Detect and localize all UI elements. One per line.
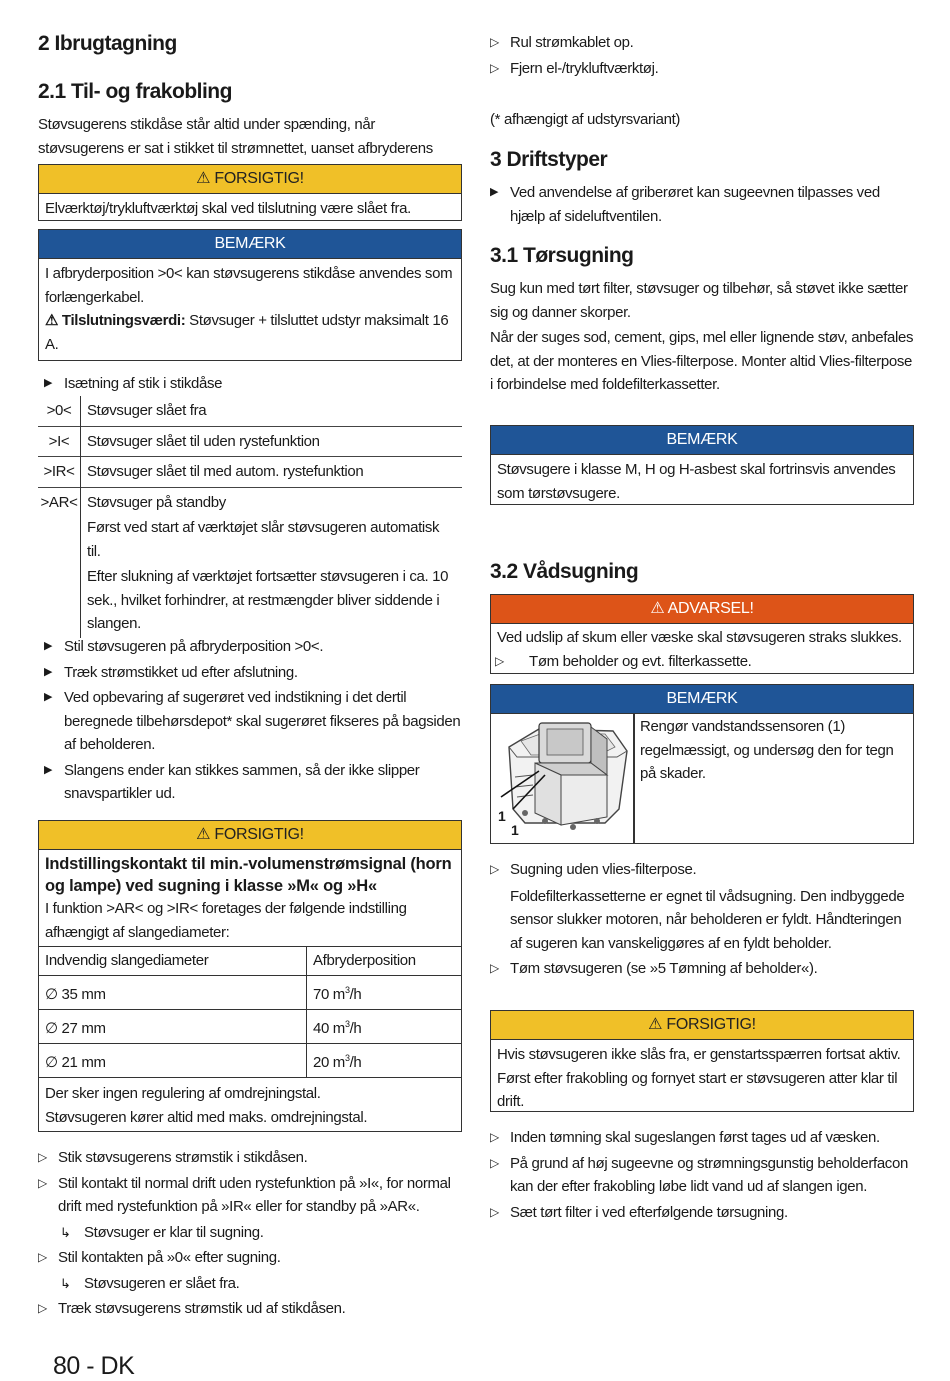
caution-header: ⚠ FORSIGTIG! bbox=[491, 1011, 913, 1040]
list-item: ▷ Stik støvsugerens strømstik i stikdåsen. bbox=[38, 1149, 308, 1166]
caution-text: I funktion >AR< og >IR< foretages der følgende indstilling afhængigt af slangediameter: bbox=[45, 900, 407, 941]
torsugning-paragraph-2: Når der suges sod, cement, gips, mel eller lignende støv, anbefales det, at der monteres en Vlies-filterpose. Monter altid Vlies-filterpose i forbindelse med foldefilterkassetter. bbox=[490, 329, 914, 393]
table-row: >I< Støvsuger slået til uden rystefunktion bbox=[38, 426, 462, 457]
table-row: >IR< Støvsuger slået til med autom. rystefunktion bbox=[38, 457, 462, 488]
caution-footer-1: Der sker ingen regulering af omdrejningstal. bbox=[45, 1085, 321, 1102]
note-header: BEMÆRK bbox=[491, 426, 913, 455]
caution-header: ⚠ FORSIGTIG! bbox=[39, 165, 461, 194]
torsugning-paragraph-1: Sug kun med tørt filter, støvsuger og tilbehør, så støvet ikke sætter sig og danner skorper. bbox=[490, 280, 908, 321]
caution-box-1 bbox=[38, 164, 462, 221]
page-number: 80 - DK bbox=[53, 1352, 135, 1380]
result-item: ↳ Støvsugeren er slået fra. bbox=[60, 1274, 240, 1292]
bullet-isaetning: ▶ Isætning af stik i stikdåse bbox=[38, 372, 488, 396]
steps-list-bottom bbox=[490, 1126, 914, 1224]
table-row: ∅ 35 mm 70 $m^3/h$ bbox=[39, 976, 461, 1010]
table-row: ∅ 27 mm 40 $m^3/h$ bbox=[39, 1010, 461, 1044]
list-item: ▷ Træk støvsugerens strømstik ud af stikdåsen. bbox=[38, 1300, 346, 1317]
list-item: ▶ Træk strømstikket ud efter afslutning. bbox=[44, 663, 298, 681]
list-item: ▷ Stil kontakt til normal drift uden rystefunktion på »I«, for normal drift med rystefunktion på »IR« eller for standby på »AR«. bbox=[38, 1174, 451, 1215]
note-header: BEMÆRK bbox=[491, 685, 913, 714]
list-item: ▷ Rul strømkablet op. bbox=[490, 34, 634, 51]
list-item: ▶ Stil støvsugeren på afbryderposition >0<. bbox=[44, 638, 324, 655]
connection-value-label: ⚠ Tilslutningsværdi: bbox=[45, 312, 186, 329]
list-item: ▷ Sæt tørt filter i ved efterfølgende tørsugning. bbox=[490, 1203, 788, 1221]
list-item: ▷ På grund af høj sugeevne og strømningsgunstig beholderfacon kan der efter frakobling løbe lidt vand ud af slangen igen. bbox=[490, 1154, 908, 1195]
caution-bold-title: Indstillingskontakt til min.-volumenstrømsignal (horn og lampe) ved sugning i klasse »M« og »H« bbox=[45, 855, 452, 895]
list-item: ▶ Slangens ender kan stikkes sammen, så der ikke slipper snavspartikler ud. bbox=[44, 761, 420, 802]
list-item: ▷ Inden tømning skal sugeslangen først tages ud af væsken. bbox=[490, 1129, 880, 1146]
note-box-3 bbox=[490, 684, 914, 844]
warning-box bbox=[490, 594, 914, 674]
caution-text: Elværktøj/trykluftværktøj skal ved tilslutning være slået fra. bbox=[45, 200, 411, 217]
caution-text: Hvis støvsugeren ikke slås fra, er genstartsspærren fortsat aktiv. Først efter frakobling og fornyet start er støvsugeren atter klar til drift. bbox=[497, 1046, 901, 1110]
table-row: ∅ 21 mm 20 $m^3/h$ bbox=[39, 1044, 461, 1078]
result-item: ↳ Støvsuger er klar til sugning. bbox=[60, 1223, 264, 1241]
list-item: ▷ Tøm støvsugeren (se »5 Tømning af beholder«). bbox=[490, 960, 818, 977]
list-item: ▷ Tøm beholder og evt. filterkassette. bbox=[495, 652, 752, 670]
connection-value-text: Støvsuger + tilsluttet udstyr maksimalt 16 A. bbox=[45, 312, 449, 353]
intro-paragraph: Støvsugerens stikdåse står altid under spænding, når støvsugerens er sat i stikket til strømnettet, uanset afbryderens bbox=[38, 116, 433, 157]
note-text: Rengør vandstandssensoren (1) regelmæssigt, og undersøg den for tegn på skader. bbox=[640, 718, 894, 782]
warning-text: Ved udslip af skum eller væske skal støvsugeren straks slukkes. bbox=[497, 629, 902, 646]
caution-footer-2: Støvsugeren kører altid med maks. omdrejningstal. bbox=[45, 1108, 368, 1126]
bullet-drift: ▶ Ved anvendelse af griberøret kan sugeevnen tilpasses ved hjælp af sideluftventilen. bbox=[490, 184, 880, 225]
heading-torsugning: 3.1 Tørsugning bbox=[490, 244, 634, 267]
note-box-1 bbox=[38, 229, 462, 361]
note-text: Støvsugere i klasse M, H og H-asbest skal fortrinsvis anvendes som tørstøvsugere. bbox=[497, 461, 896, 502]
list-item: ▷ Sugning uden vlies-filterpose. bbox=[490, 861, 697, 878]
warning-header: ⚠ ADVARSEL! bbox=[491, 595, 913, 624]
caution-header: ⚠ FORSIGTIG! bbox=[39, 821, 461, 850]
list-item: ▷ Stil kontakten på »0« efter sugning. bbox=[38, 1249, 281, 1266]
bullet-list bbox=[38, 635, 462, 806]
note-box-2 bbox=[490, 425, 914, 505]
note-header: BEMÆRK bbox=[39, 230, 461, 259]
note-text: I afbryderposition >0< kan støvsugerens stikdåse anvendes som forlængerkabel. bbox=[45, 265, 453, 306]
heading-til-og-frakobling: 2.1 Til- og frakobling bbox=[38, 80, 232, 103]
table-row: >0< Støvsuger slået fra bbox=[38, 396, 462, 426]
steps-list bbox=[38, 1146, 462, 1321]
table-header-row: Indvendig slangediameter Afbryderposition bbox=[39, 947, 461, 976]
table-row: >AR< Støvsuger på standby Først ved start af værktøjet slår støvsugeren automatisk til. Efter slukning af værktøjet fortsætter støvsugeren i ca. 10 sek., hvilket forhindrer, at restmængder bliver siddende i slangen. bbox=[38, 487, 462, 638]
caution-box-3 bbox=[490, 1010, 914, 1112]
heading-driftstyper: 3 Driftstyper bbox=[490, 148, 608, 171]
callout-label-2: 1 bbox=[511, 822, 519, 838]
list-item: ▶ Ved opbevaring af sugerøret ved indstikning i det dertil beregnede tilbehørsdepot* skal sugerøret fikseres på bagsiden af beholderen. bbox=[44, 689, 461, 753]
footnote: (* afhængigt af udstyrsvariant) bbox=[490, 111, 681, 128]
vlies-paragraph: Foldefilterkassetterne er egnet til vådsugning. Den indbyggede sensor slukker motoren, når beholderen er fyldt. Håndteringen af sugeren kan vanskeliggøres af en fyldt beholder. bbox=[510, 887, 905, 952]
left-column bbox=[38, 0, 462, 1317]
right-column bbox=[490, 0, 914, 1221]
bullet-marker: ▶ bbox=[44, 377, 53, 389]
caution-box-2 bbox=[38, 820, 462, 1132]
heading-ibrugtagning: 2 Ibrugtagning bbox=[38, 32, 177, 55]
heading-vadsugning: 3.2 Vådsugning bbox=[490, 560, 639, 583]
list-item: ▷ Fjern el-/trykluftværktøj. bbox=[490, 59, 659, 77]
callout-label-1: 1 bbox=[498, 808, 506, 824]
switch-modes-table bbox=[38, 396, 462, 638]
hose-diameter-table bbox=[39, 946, 461, 1078]
divider bbox=[633, 713, 635, 843]
